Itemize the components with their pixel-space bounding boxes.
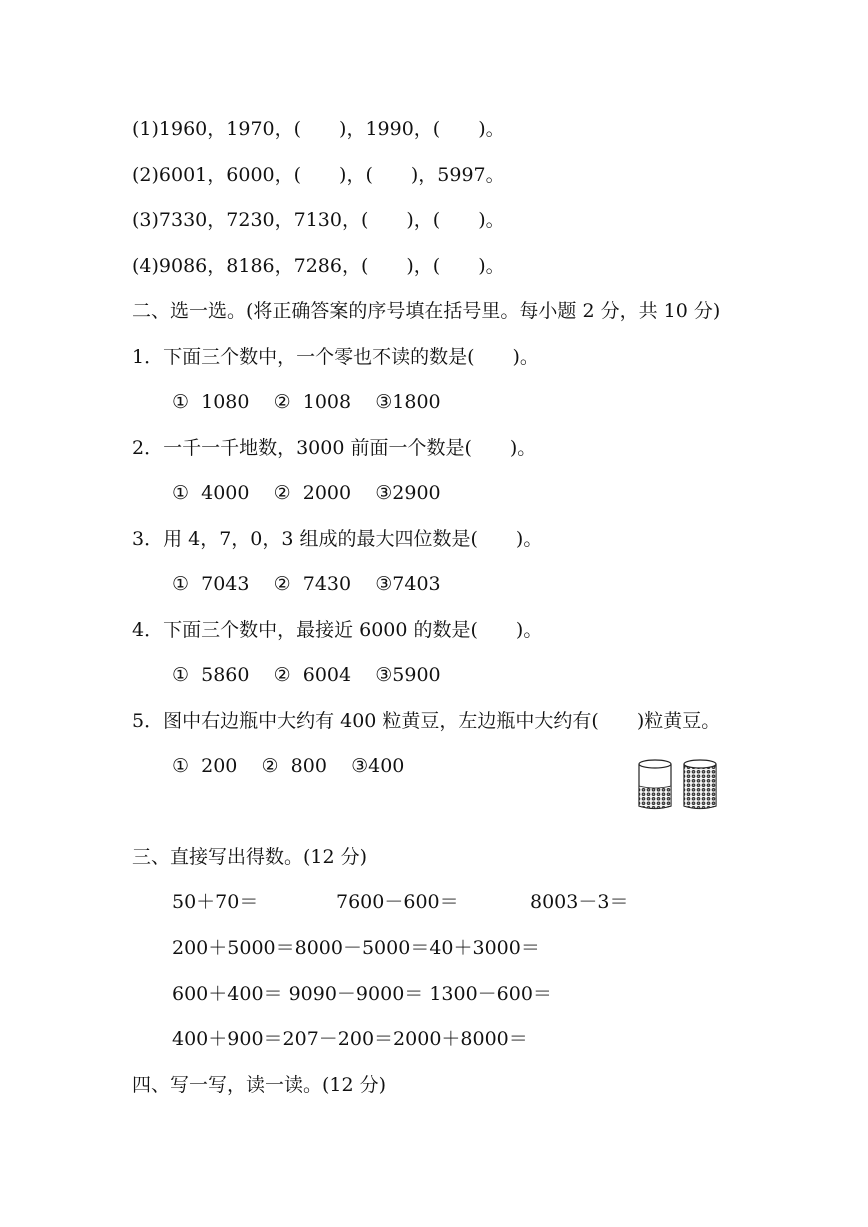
question-1-options: ① 1080 ② 1008 ③1800 (172, 391, 441, 413)
calc-row-1-item-2: 7600－600＝ (336, 891, 459, 913)
question-5-options: ① 200 ② 800 ③400 (172, 755, 405, 777)
calc-row-4: 400＋900＝207－200＝2000＋8000＝ (172, 1028, 528, 1050)
sequence-4: (4)9086，8186，7286，( )，( )。 (132, 255, 505, 277)
calc-row-2: 200＋5000＝8000－5000＝40＋3000＝ (172, 937, 540, 959)
question-2-options: ① 4000 ② 2000 ③2900 (172, 482, 441, 504)
left-jar (639, 760, 671, 809)
question-3: 3．用 4，7，0，3 组成的最大四位数是( )。 (132, 528, 543, 550)
sequence-2: (2)6001，6000，( )，( )，5997。 (132, 164, 505, 186)
calc-row-3: 600＋400＝ 9090－9000＝ 1300－600＝ (172, 983, 552, 1005)
question-4-options: ① 5860 ② 6004 ③5900 (172, 664, 441, 686)
right-jar (684, 760, 716, 809)
calc-row-1-item-1: 50＋70＝ (172, 891, 259, 913)
question-2: 2．一千一千地数，3000 前面一个数是( )。 (132, 437, 537, 459)
jars-of-soybeans-figure (636, 756, 722, 812)
section-4-heading: 四、写一写，读一读。(12 分) (132, 1074, 387, 1096)
question-1: 1．下面三个数中，一个零也不读的数是( )。 (132, 346, 539, 368)
sequence-3: (3)7330，7230，7130，( )，( )。 (132, 209, 505, 231)
question-3-options: ① 7043 ② 7430 ③7403 (172, 573, 441, 595)
question-5: 5．图中右边瓶中大约有 400 粒黄豆，左边瓶中大约有( )粒黄豆。 (132, 710, 721, 732)
sequence-1: (1)1960，1970，( )，1990，( )。 (132, 118, 505, 140)
question-4: 4．下面三个数中，最接近 6000 的数是( )。 (132, 619, 543, 641)
section-3-heading: 三、直接写出得数。(12 分) (132, 846, 368, 868)
calc-row-1-item-3: 8003－3＝ (530, 891, 629, 913)
section-2-heading: 二、选一选。(将正确答案的序号填在括号里。每小题 2 分，共 10 分) (132, 300, 721, 322)
